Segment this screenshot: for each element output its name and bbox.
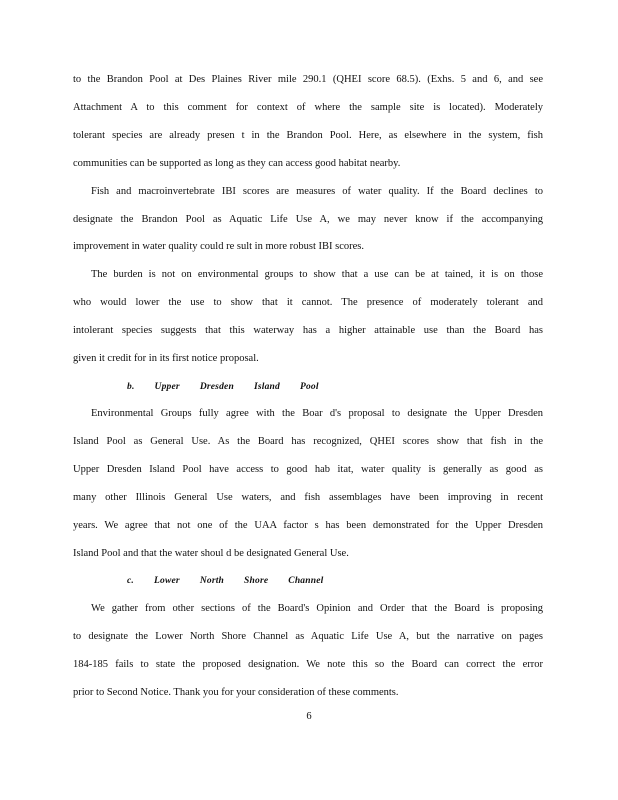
- text-line: many other Illinois General Use waters, and fish assemblages have been improving in recent: [73, 492, 543, 503]
- text-line: to the Brandon Pool at Des Plaines River mile 290.1 (QHEI score 68.5). (Exhs. 5 and 6, and see: [73, 74, 543, 85]
- heading-label: b.: [127, 382, 135, 392]
- text-line: to designate the Lower North Shore Channel as Aquatic Life Use A, but the narrative on pages: [73, 631, 543, 642]
- heading-word: North: [199, 576, 225, 586]
- text-line: Island Pool as General Use. As the Board has recognized, QHEI scores show that fish in the: [73, 436, 543, 447]
- heading-label: c.: [127, 576, 134, 586]
- heading-word: Channel: [288, 576, 324, 586]
- heading-word: Island: [253, 382, 280, 392]
- text-line: Island Pool and that the water shoul d be designated General Use.: [73, 548, 349, 559]
- text-line: The burden is not on environmental groups to show that a use can be at tained, it is on those: [91, 269, 543, 280]
- section-heading-upper-dresden: [127, 380, 339, 394]
- text-line: Environmental Groups fully agree with the Boar d's proposal to designate the Upper Dresden: [91, 408, 543, 419]
- text-line: given it credit for in its first notice proposal.: [73, 353, 259, 364]
- text-line: years. We agree that not one of the UAA factor s has been demonstrated for the Upper Dresden: [73, 520, 543, 531]
- text-line: Attachment A to this comment for context of where the sample site is located). Moderately: [73, 102, 543, 113]
- text-line: We gather from other sections of the Board's Opinion and Order that the Board is proposing: [91, 603, 543, 614]
- heading-word: Lower: [154, 576, 180, 586]
- text-line: Upper Dresden Island Pool have access to good hab itat, water quality is generally as good as: [73, 464, 543, 475]
- text-line: designate the Brandon Pool as Aquatic Life Use A, we may never know if the accompanying: [73, 214, 543, 225]
- heading-word: Dresden: [199, 382, 234, 392]
- heading-word: Shore: [244, 576, 269, 586]
- text-line: improvement in water quality could re sult in more robust IBI scores.: [73, 241, 365, 252]
- heading-word: Pool: [299, 382, 319, 392]
- text-line: communities can be supported as long as they can access good habitat nearby.: [73, 158, 401, 169]
- page-number: 6: [306, 711, 312, 722]
- text-line: 184-185 fails to state the proposed designation. We note this so the Board can correct the error: [73, 659, 543, 670]
- text-line: Fish and macroinvertebrate IBI scores are measures of water quality. If the Board declines to: [91, 186, 543, 197]
- heading-word: Upper: [154, 382, 180, 392]
- text-line: tolerant species are already presen t in the Brandon Pool. Here, as elsewhere in the system, fish: [73, 130, 543, 141]
- text-line: intolerant species suggests that this waterway has a higher attainable use than the Board has: [73, 325, 543, 336]
- text-line: prior to Second Notice. Thank you for your consideration of these comments.: [73, 687, 399, 698]
- text-line: who would lower the use to show that it cannot. The presence of moderately tolerant and: [73, 297, 543, 308]
- section-heading-lower-north-shore: [127, 574, 343, 588]
